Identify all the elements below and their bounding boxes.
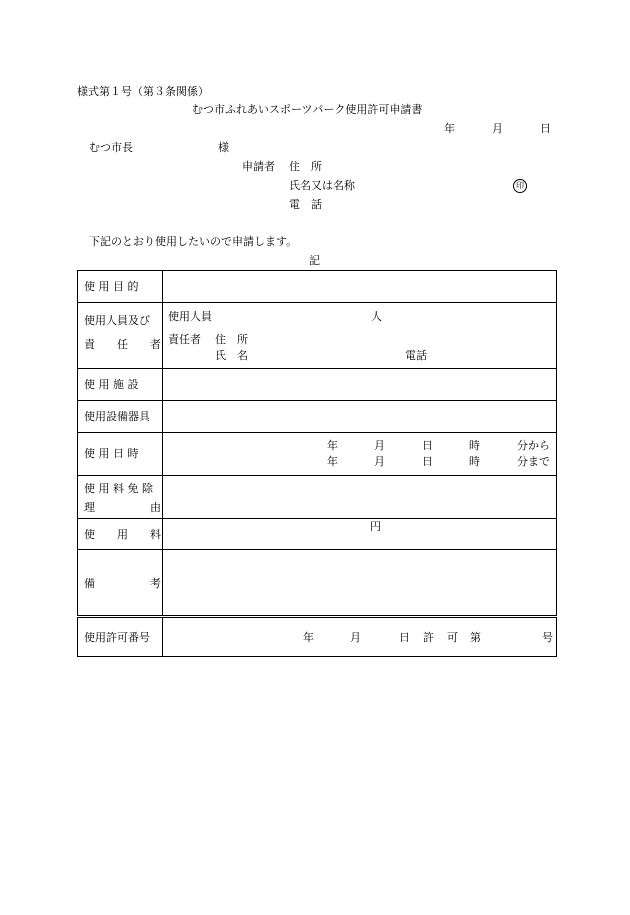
applicant-address-label: 住 所 [289, 160, 322, 173]
permit-day: 日 [399, 631, 410, 644]
applicant-name-label: 氏名又は名称 [289, 179, 355, 192]
from-year: 年 [327, 439, 338, 452]
facility-label: 使 用 施 設 [84, 378, 139, 391]
row-purpose [78, 271, 557, 303]
users-field[interactable] [163, 303, 557, 369]
date-month: 月 [492, 122, 503, 135]
facility-field[interactable] [163, 369, 557, 401]
exemption-reason-label: 理 由 [84, 501, 161, 514]
honorific: 様 [218, 141, 229, 154]
permit-number-label: 使用許可番号 [84, 631, 150, 644]
date-day: 日 [540, 122, 551, 135]
permit-month: 月 [350, 631, 361, 644]
addressee: むつ市長 [89, 141, 133, 154]
permit-char-go: 号 [542, 631, 553, 644]
responsible-person-label: 責 任 者 [84, 338, 161, 351]
equipment-field[interactable] [163, 401, 557, 433]
row-permit [78, 617, 557, 657]
permit-field[interactable] [163, 617, 557, 657]
application-table [77, 270, 557, 657]
to-minute: 分まで [517, 455, 550, 468]
applicant-phone-label: 電 話 [289, 198, 322, 211]
to-month: 月 [374, 455, 385, 468]
permit-char-dai: 第 [470, 631, 481, 644]
seal-mark [513, 179, 527, 193]
responsible-phone-label: 電話 [405, 349, 427, 362]
from-day: 日 [422, 439, 433, 452]
fee-label: 使 用 料 [84, 528, 161, 541]
equipment-label: 使用設備器具 [84, 410, 150, 423]
note-label: 記 [309, 254, 320, 267]
purpose-field[interactable] [163, 271, 557, 303]
row-fee [78, 519, 557, 550]
fee-unit: 円 [370, 520, 381, 533]
seal-icon: 印 [513, 179, 527, 193]
request-statement: 下記のとおり使用したいので申請します。 [89, 235, 298, 248]
responsible-label: 責任者 [168, 333, 201, 346]
responsible-address-label: 住 所 [215, 333, 248, 346]
row-facility [78, 369, 557, 401]
fee-field[interactable] [163, 519, 557, 550]
purpose-label: 使 用 目 的 [84, 280, 139, 293]
users-unit: 人 [371, 310, 382, 323]
to-hour: 時 [469, 455, 480, 468]
from-hour: 時 [469, 439, 480, 452]
users-count-label: 使用人員 [168, 310, 212, 323]
row-users [78, 303, 557, 369]
permit-year: 年 [303, 631, 314, 644]
from-minute: 分から [517, 439, 550, 452]
exemption-label: 使 用 料 免 除 [84, 482, 153, 495]
datetime-label: 使 用 日 時 [84, 447, 139, 460]
row-remarks [78, 550, 557, 617]
row-datetime [78, 433, 557, 476]
to-day: 日 [422, 455, 433, 468]
remarks-field[interactable] [163, 550, 557, 617]
row-exemption [78, 476, 557, 519]
applicant-role-label: 申請者 [242, 160, 275, 173]
permit-char-ka: 可 [447, 631, 458, 644]
permit-char-ko: 許 [423, 631, 434, 644]
to-year: 年 [327, 455, 338, 468]
form-number: 様式第１号（第３条関係） [77, 85, 209, 98]
users-label: 使用人員及び [84, 314, 150, 327]
page-title: むつ市ふれあいスポーツパーク使用許可申請書 [192, 103, 423, 116]
exemption-field[interactable] [163, 476, 557, 519]
from-month: 月 [374, 439, 385, 452]
row-equipment [78, 401, 557, 433]
date-year: 年 [444, 122, 455, 135]
datetime-field[interactable] [163, 433, 557, 476]
responsible-name-label: 氏 名 [215, 349, 248, 362]
remarks-label: 備 考 [84, 577, 161, 590]
